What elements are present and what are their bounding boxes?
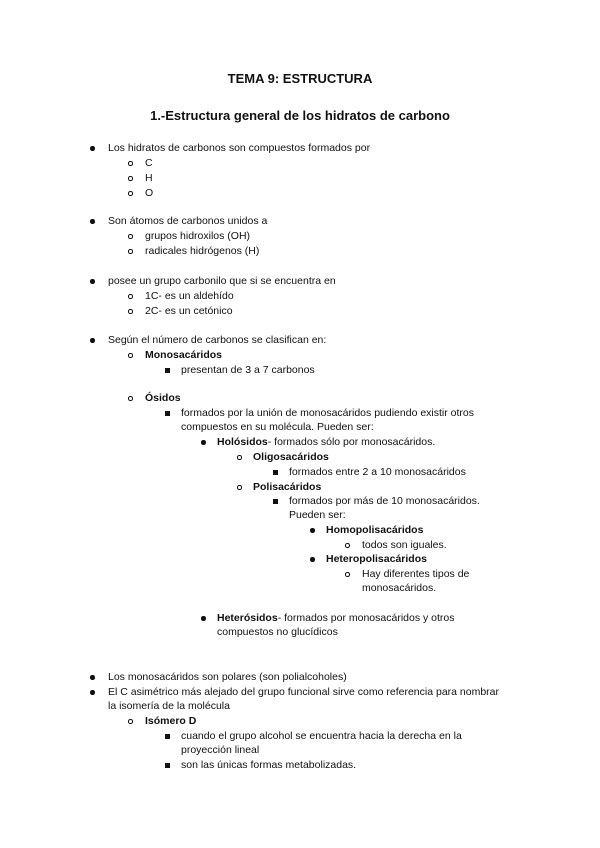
bullet-icon: [90, 279, 95, 284]
category-label: Holósidos: [217, 436, 268, 448]
bullet-icon: [90, 219, 95, 224]
circle-bullet-icon: [128, 249, 133, 254]
list-item: Los monosacáridos son polares (son polialcoholes): [108, 671, 347, 683]
list-item: Los hidratos de carbonos son compuestos formados por: [108, 142, 371, 154]
bullet-icon: [90, 338, 95, 343]
list-item: El C asimétrico más alejado del grupo funcional sirve como referencia para nombrar: [108, 686, 500, 698]
list-item: H: [145, 172, 153, 184]
list-item: formados por la unión de monosacáridos pudiendo existir otros: [181, 407, 475, 419]
circle-bullet-icon: [128, 234, 133, 239]
list-item: cuando el grupo alcohol se encuentra hacia la derecha en la: [181, 730, 462, 742]
circle-bullet-icon: [128, 309, 133, 314]
circle-bullet-icon: [128, 176, 133, 181]
bullet-icon: [310, 528, 315, 533]
page-title: TEMA 9: ESTRUCTURA: [227, 71, 373, 86]
list-item-continuation: compuestos no glucídicos: [217, 626, 338, 638]
circle-bullet-icon: [128, 294, 133, 299]
circle-bullet-icon: [345, 572, 350, 577]
list-item: son las únicas formas metabolizadas.: [181, 759, 357, 771]
square-bullet-icon: [273, 499, 278, 504]
list-item: Hay diferentes tipos de: [362, 568, 470, 580]
bullet-icon: [201, 440, 206, 445]
category-label: Ósidos: [145, 392, 181, 404]
circle-bullet-icon: [128, 353, 133, 358]
circle-bullet-icon: [128, 396, 133, 401]
circle-bullet-icon: [128, 191, 133, 196]
bullet-icon: [90, 690, 95, 695]
section-heading: 1.-Estructura general de los hidratos de carbono: [150, 108, 450, 123]
list-item-continuation: la isomería de la molécula: [108, 700, 230, 712]
list-item-continuation: proyección lineal: [181, 744, 260, 756]
list-item: [217, 435, 435, 449]
square-bullet-icon: [165, 734, 170, 739]
list-item: formados entre 2 a 10 monosacáridos: [289, 466, 466, 478]
list-item: 1C- es un aldehído: [145, 290, 234, 302]
circle-bullet-icon: [128, 719, 133, 724]
category-label: Isómero D: [145, 715, 197, 727]
list-item: Según el número de carbonos se clasifican en:: [108, 334, 327, 346]
list-item: radicales hidrógenos (H): [145, 245, 260, 257]
list-item-continuation: compuestos en su molécula. Pueden ser:: [181, 421, 374, 433]
circle-bullet-icon: [128, 161, 133, 166]
circle-bullet-icon: [237, 485, 242, 490]
list-item: C: [145, 157, 153, 169]
list-item: [217, 611, 455, 625]
circle-bullet-icon: [345, 543, 350, 548]
list-item: formados por más de 10 monosacáridos.: [289, 495, 480, 507]
square-bullet-icon: [165, 411, 170, 416]
square-bullet-icon: [165, 368, 170, 373]
category-label: Homopolisacáridos: [326, 524, 424, 536]
bullet-icon: [90, 146, 95, 151]
list-item-continuation: Pueden ser:: [289, 509, 346, 521]
category-label: Heterósidos: [217, 612, 278, 624]
bullet-icon: [310, 557, 315, 562]
list-item: O: [145, 187, 154, 199]
category-label: Oligosacáridos: [253, 451, 329, 463]
list-item: Son átomos de carbonos unidos a: [108, 215, 268, 227]
square-bullet-icon: [273, 470, 278, 475]
category-label: Polisacáridos: [253, 481, 322, 493]
square-bullet-icon: [165, 763, 170, 768]
list-item-continuation: monosacáridos.: [362, 582, 437, 594]
list-item: presentan de 3 a 7 carbonos: [181, 364, 315, 376]
list-item: todos son iguales.: [362, 539, 447, 551]
circle-bullet-icon: [237, 455, 242, 460]
bullet-icon: [201, 616, 206, 621]
category-label: Monosacáridos: [145, 349, 223, 361]
list-item: 2C- es un cetónico: [145, 305, 233, 317]
category-desc: - formados sólo por monosacáridos.: [267, 436, 436, 448]
category-desc: - formados por monosacáridos y otros: [277, 612, 455, 624]
list-item: grupos hidroxilos (OH): [145, 230, 251, 242]
category-label: Heteropolisacáridos: [326, 553, 427, 565]
bullet-icon: [90, 675, 95, 680]
list-item: posee un grupo carbonilo que si se encuentra en: [108, 275, 336, 287]
